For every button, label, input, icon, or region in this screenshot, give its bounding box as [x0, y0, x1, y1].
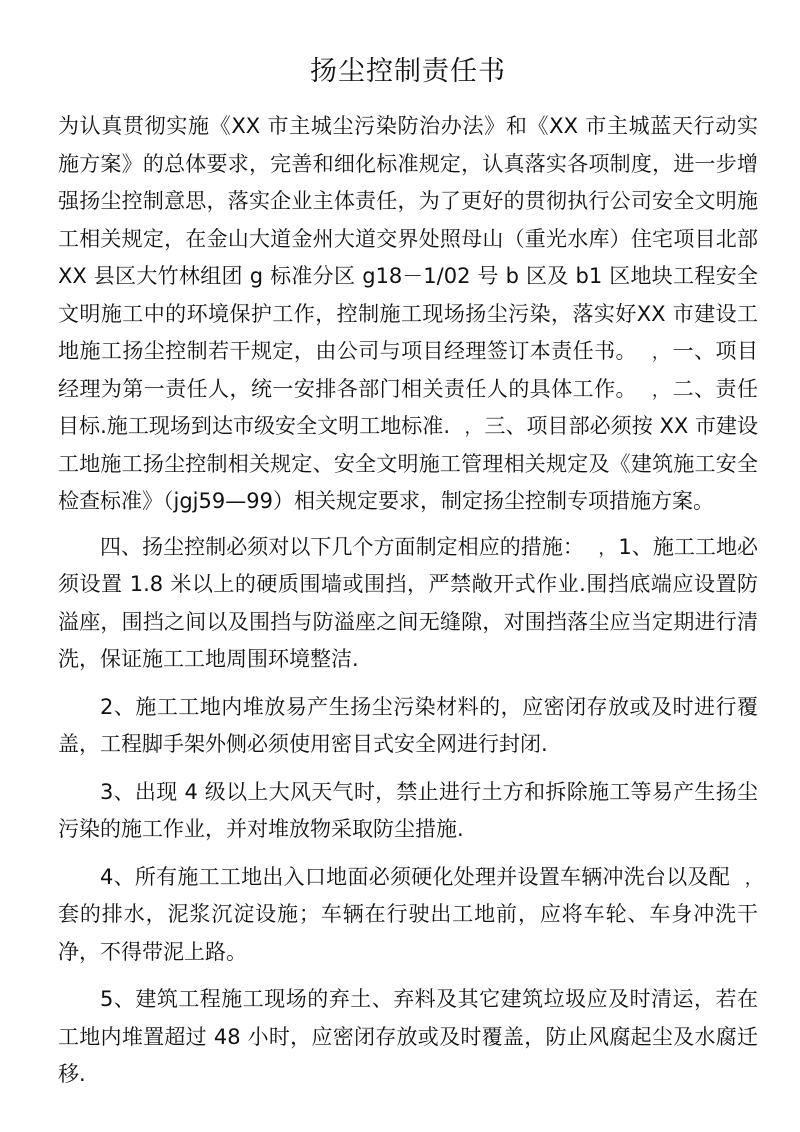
intro-paragraph: 为认真贯彻实施《XX 市主城尘污染防治办法》和《XX 市主城蓝天行动实施方案》的总体要求，完善和细化标准规定，认真落实各项制度，进一步增强扬尘控制意思，落实企业主体责任，为了更好的贯彻执行公司安全文明施工相关规定，在金山大道金州大道交界处照母山（重光水库）住宅项目北部 XX 县区大竹林组团 g 标准分区 g18－1/02 号 b 区及 b1 区地块工程安全文明施工中的环境保护工作，控制施工现场扬尘污染，落实好XX 市建设工地施工扬尘控制若干规定，由公司与项目经理签订本责任书。 ﹐ 一、项目经理为第一责任人，统一安排各部门相关责任人的具体工作。 ﹐ 二、责任目标.施工现场到达市级安全文明工地标准. ﹐ 三、项目部必须按 XX 市建设工地施工扬尘控制相关规定、安全文明施工管理相关规定及《建筑施工安全检查标准》（jgj59—99）相关规定要求，制定扬尘控制专项措施方案。 — [58, 114, 758, 513]
paragraph-item-3: 3、出现 4 级以上大风天气时，禁止进行土方和拆除施工等易产生扬尘污染的施工作业，并对堆放物采取防尘措施. — [58, 779, 758, 841]
document-title: 扬尘控制责任书 — [310, 56, 506, 87]
paragraph-measures: 四、扬尘控制必须对以下几个方面制定相应的措施： ﹐ 1、施工工地必须设置 1.8 米以上的硬质围墙或围挡，严禁敞开式作业.围挡底端应设置防溢座，围挡之间以及围挡与防溢座之间无缝隙，对围挡落尘应当定期进行清洗，保证施工工地周围环境整洁. — [58, 534, 758, 671]
paragraph-item-5: 5、建筑工程施工现场的弃土、弃料及其它建筑垃圾应及时清运，若在工地内堆置超过 48 小时，应密闭存放或及时覆盖，防止风腐起尘及水腐迁移. — [58, 987, 758, 1086]
paragraph-item-4: 4、所有施工工地出入口地面必须硬化处理并设置车辆冲洗台以及配 ﹐ 套的排水，泥浆沉淀设施；车辆在行驶出工地前，应将车轮、车身冲洗干净，不得带泥上路。 — [58, 864, 758, 964]
paragraph-item-2: 2、施工工地内堆放易产生扬尘污染材料的，应密闭存放或及时进行覆盖，工程脚手架外侧必须使用密目式安全网进行封闭. — [58, 694, 758, 756]
